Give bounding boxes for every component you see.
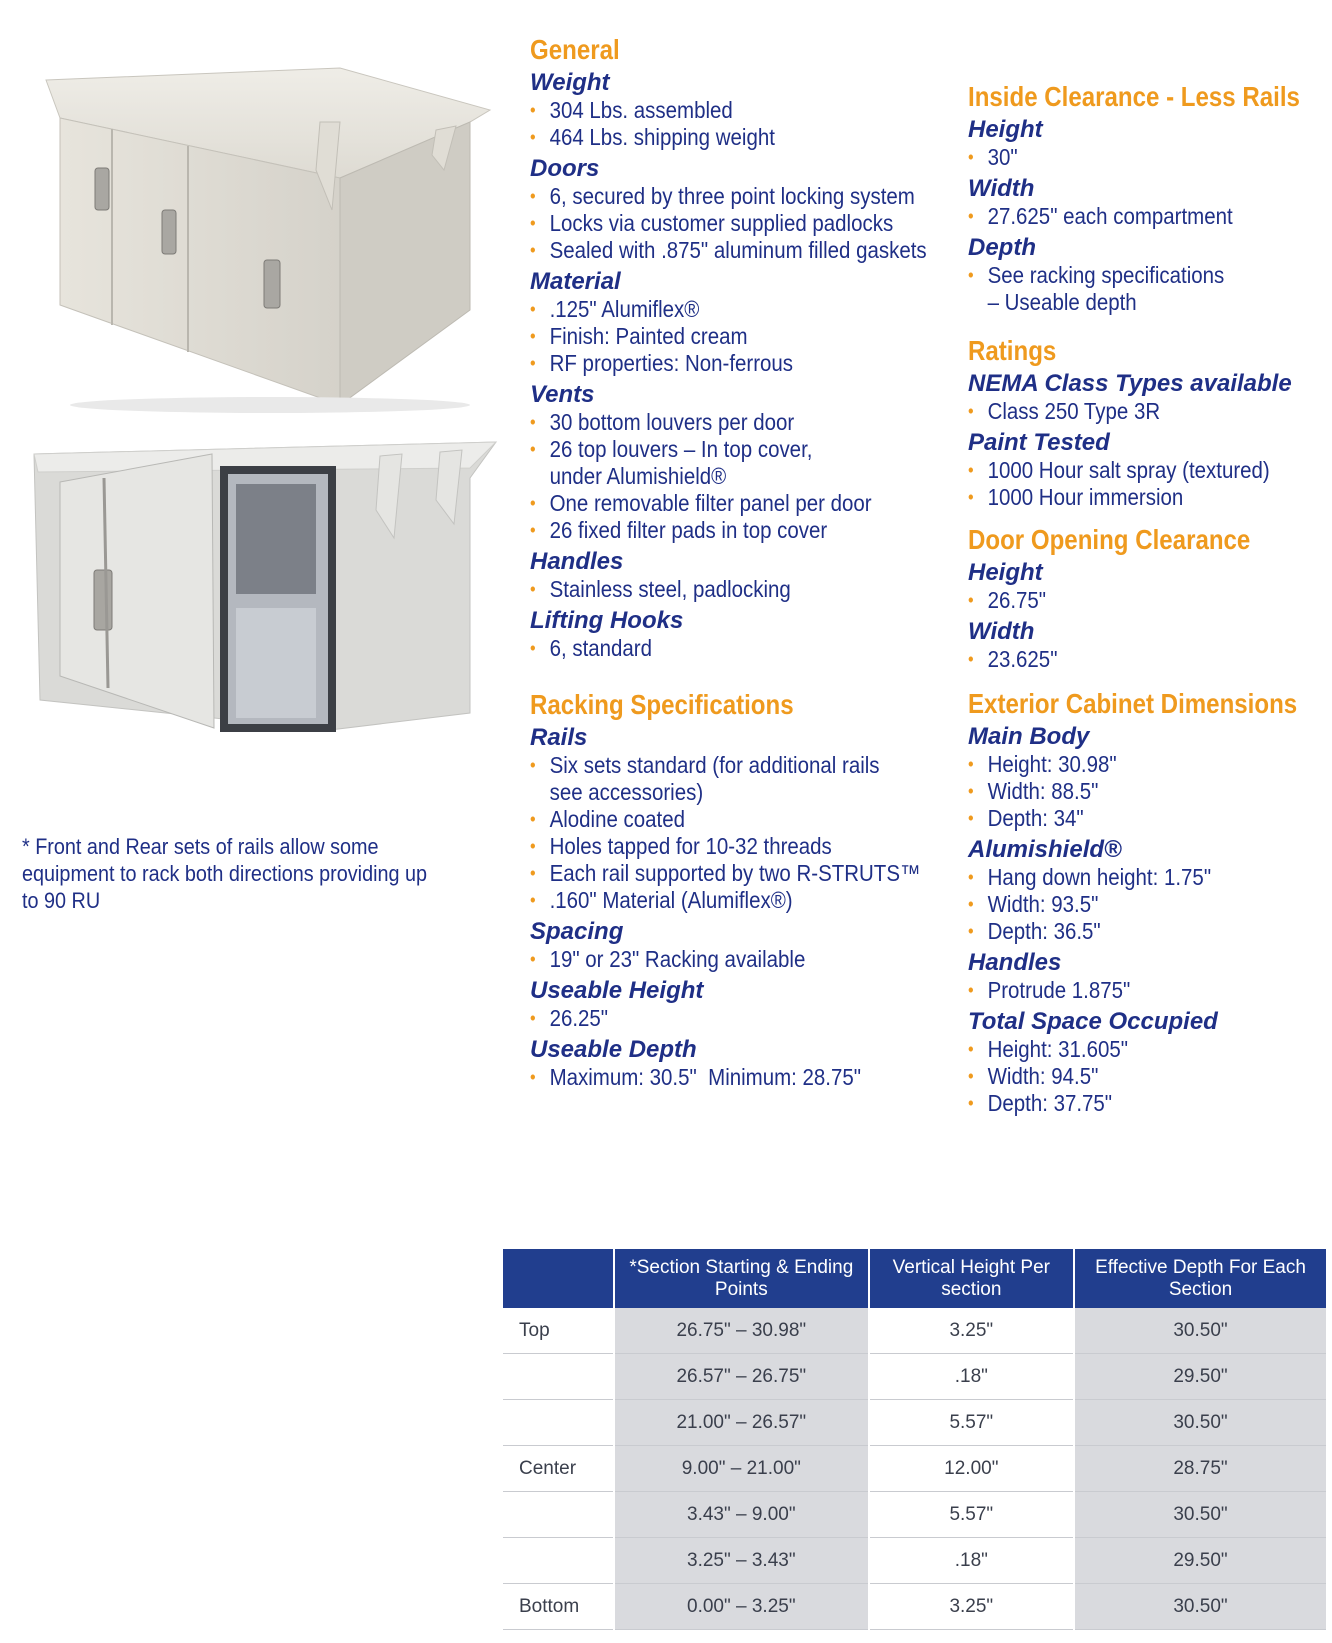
table-row [503,1492,1326,1538]
list-item: • 30 bottom louvers per door [530,409,795,435]
table-cell: 9.00" – 21.00" [614,1446,869,1492]
weight-list [530,97,970,151]
list-item: • Alodine coated [530,806,686,832]
list-item: • One removable filter panel per door [530,490,872,516]
bullet-icon: • [968,206,974,226]
list-item: • Stainless steel, padlocking [530,576,791,602]
table-cell: 3.43" – 9.00" [614,1492,869,1538]
bullet-icon: • [968,401,974,421]
rails-list [530,752,970,914]
table-cell: 26.57" – 26.75" [614,1354,869,1400]
handles-list [530,576,970,603]
bullet-icon: • [968,487,974,507]
list-item-continuation: under Alumishield® [549,463,727,489]
list-item: • .160" Material (Alumiflex®) [530,887,793,913]
bullet-icon: • [968,460,974,480]
vents-list [530,409,970,544]
list-item: • Width: 93.5" [968,891,1099,917]
bullet-icon: • [968,980,974,1000]
rails-footnote: * Front and Rear sets of rails allow some equipment to rack both directions providing up to 90 RU [22,834,428,913]
bullet-icon: • [968,590,974,610]
inside-width-list [968,203,1328,230]
table-row [503,1538,1326,1584]
table-cell: 29.50" [1074,1354,1326,1400]
total-space-list [968,1036,1328,1117]
door-height-list [968,587,1328,614]
list-item: • 26 top louvers – In top cover, [530,436,813,462]
middle-spec-column [530,33,970,1095]
weight-subtitle: Weight [530,69,610,96]
inside-depth-list [968,262,1328,316]
bullet-icon: • [530,213,536,233]
exterior-dimensions-title: Exterior Cabinet Dimensions [968,688,1298,719]
bullet-icon: • [530,326,536,346]
bullet-icon: • [530,127,536,147]
list-item: • 23.625" [968,646,1058,672]
list-item: • 1000 Hour immersion [968,484,1184,510]
list-item: • Width: 88.5" [968,778,1099,804]
bullet-icon: • [530,809,536,829]
list-item: • Depth: 36.5" [968,918,1101,944]
table-cell: Center [503,1446,614,1492]
exterior-handles-list [968,977,1328,1004]
list-item: • 26 fixed filter pads in top cover [530,517,828,543]
bullet-icon: • [530,520,536,540]
list-item: • Holes tapped for 10-32 threads [530,833,832,859]
bullet-icon: • [968,867,974,887]
table-cell: 28.75" [1074,1446,1326,1492]
list-item: • 464 Lbs. shipping weight [530,124,775,150]
bullet-icon: • [530,579,536,599]
doors-list [530,183,970,264]
table-cell: 3.25" [869,1584,1074,1630]
alumishield-list [968,864,1328,945]
table-row [503,1400,1326,1446]
bullet-icon: • [530,836,536,856]
table-cell: 29.50" [1074,1538,1326,1584]
lifting-hooks-subtitle: Lifting Hooks [530,607,684,634]
main-body-subtitle: Main Body [968,723,1090,750]
bullet-icon: • [968,808,974,828]
door-opening-title: Door Opening Clearance [968,524,1251,555]
table-header-cell: Vertical Height Per section [869,1249,1074,1308]
table-cell: 30.50" [1074,1584,1326,1630]
bullet-icon: • [968,754,974,774]
bullet-icon: • [968,1093,974,1113]
bullet-icon: • [530,186,536,206]
bullet-icon: • [968,1066,974,1086]
alumishield-subtitle: Alumishield® [968,836,1122,863]
list-item: • Sealed with .875" aluminum filled gaskets [530,237,927,263]
material-list [530,296,970,377]
table-header-cell: *Section Starting & Ending Points [614,1249,869,1308]
table-cell: 5.57" [869,1400,1074,1446]
table-header-row [503,1249,1326,1308]
exterior-handles-subtitle: Handles [968,949,1062,976]
table-cell: 12.00" [869,1446,1074,1492]
table-row [503,1308,1326,1354]
door-width-subtitle: Width [968,618,1035,645]
bullet-icon: • [530,353,536,373]
bullet-icon: • [530,299,536,319]
table-cell: 26.75" – 30.98" [614,1308,869,1354]
table-row [503,1354,1326,1400]
bullet-icon: • [530,1008,536,1028]
list-item: • Maximum: 30.5" Minimum: 28.75" [530,1064,862,1090]
door-width-list [968,646,1328,673]
nema-list [968,398,1328,425]
spacing-list [530,946,970,973]
table-cell: 3.25" – 3.43" [614,1538,869,1584]
bullet-icon: • [530,412,536,432]
material-subtitle: Material [530,268,621,295]
list-item: • Six sets standard (for additional rails [530,752,880,778]
bullet-icon: • [968,649,974,669]
inside-height-subtitle: Height [968,116,1043,143]
general-title: General [530,34,620,65]
useable-depth-list [530,1064,970,1091]
table-cell: 21.00" – 26.57" [614,1400,869,1446]
ratings-title: Ratings [968,335,1057,366]
table-cell [503,1400,614,1446]
list-item: • RF properties: Non-ferrous [530,350,794,376]
table-cell: 30.50" [1074,1492,1326,1538]
list-item: • Each rail supported by two R-STRUTS™ [530,860,921,886]
table-cell: 30.50" [1074,1308,1326,1354]
list-item: • Class 250 Type 3R [968,398,1161,424]
list-item: • 30" [968,144,1018,170]
list-item: • 304 Lbs. assembled [530,97,733,123]
cabinet-closed-photo [40,60,495,420]
table-row [503,1446,1326,1492]
useable-height-subtitle: Useable Height [530,977,704,1004]
list-item: • 19" or 23" Racking available [530,946,806,972]
bullet-icon: • [968,894,974,914]
table-header-cell [503,1249,614,1308]
handles-subtitle: Handles [530,548,624,575]
list-item: • 6, standard [530,635,653,661]
bullet-icon: • [530,493,536,513]
total-space-subtitle: Total Space Occupied [968,1008,1218,1035]
table-cell: .18" [869,1354,1074,1400]
list-item: • Depth: 34" [968,805,1084,831]
list-item: • Depth: 37.75" [968,1090,1113,1116]
bullet-icon: • [530,863,536,883]
bullet-icon: • [530,890,536,910]
list-item: • 26.25" [530,1005,609,1031]
nema-subtitle: NEMA Class Types available [968,370,1292,397]
table-cell: 30.50" [1074,1400,1326,1446]
table-cell [503,1538,614,1584]
rails-subtitle: Rails [530,724,588,751]
inside-width-subtitle: Width [968,175,1035,202]
bullet-icon: • [968,147,974,167]
bullet-icon: • [968,921,974,941]
vents-subtitle: Vents [530,381,595,408]
list-item-continuation: see accessories) [549,779,704,805]
right-spec-column [968,80,1328,1121]
list-item: • .125" Alumiflex® [530,296,700,322]
cabinet-open-photo [30,438,500,738]
list-item: • See racking specifications [968,262,1225,288]
table-cell: .18" [869,1538,1074,1584]
main-body-list [968,751,1328,832]
list-item-continuation: – Useable depth [987,289,1137,315]
inside-height-list [968,144,1328,171]
racking-title: Racking Specifications [530,689,794,720]
paint-tested-subtitle: Paint Tested [968,429,1110,456]
bullet-icon: • [968,265,974,285]
doors-subtitle: Doors [530,155,600,182]
useable-height-list [530,1005,970,1032]
bullet-icon: • [530,240,536,260]
bullet-icon: • [530,439,536,459]
door-height-subtitle: Height [968,559,1043,586]
table-cell: Top [503,1308,614,1354]
lifting-hooks-list [530,635,970,662]
inside-depth-subtitle: Depth [968,234,1036,261]
table-cell: 5.57" [869,1492,1074,1538]
list-item: • 1000 Hour salt spray (textured) [968,457,1270,483]
list-item: • 6, secured by three point locking system [530,183,915,209]
paint-tested-list [968,457,1328,511]
bullet-icon: • [530,638,536,658]
useable-depth-subtitle: Useable Depth [530,1036,697,1063]
table-header-cell: Effective Depth For Each Section [1074,1249,1326,1308]
table-cell [503,1492,614,1538]
list-item: • Locks via customer supplied padlocks [530,210,894,236]
table-cell [503,1354,614,1400]
inside-clearance-title: Inside Clearance - Less Rails [968,81,1300,112]
spacing-subtitle: Spacing [530,918,624,945]
section-table [503,1249,1326,1630]
list-item: • 26.75" [968,587,1047,613]
bullet-icon: • [530,1067,536,1087]
list-item: • Hang down height: 1.75" [968,864,1212,890]
bullet-icon: • [530,755,536,775]
list-item: • Finish: Painted cream [530,323,748,349]
bullet-icon: • [530,100,536,120]
list-item: • Width: 94.5" [968,1063,1099,1089]
bullet-icon: • [968,1039,974,1059]
table-cell: 0.00" – 3.25" [614,1584,869,1630]
table-row [503,1584,1326,1630]
list-item: • Height: 31.605" [968,1036,1129,1062]
list-item: • 27.625" each compartment [968,203,1233,229]
list-item: • Protrude 1.875" [968,977,1131,1003]
table-cell: 3.25" [869,1308,1074,1354]
bullet-icon: • [530,949,536,969]
list-item: • Height: 30.98" [968,751,1117,777]
bullet-icon: • [968,781,974,801]
table-cell: Bottom [503,1584,614,1630]
